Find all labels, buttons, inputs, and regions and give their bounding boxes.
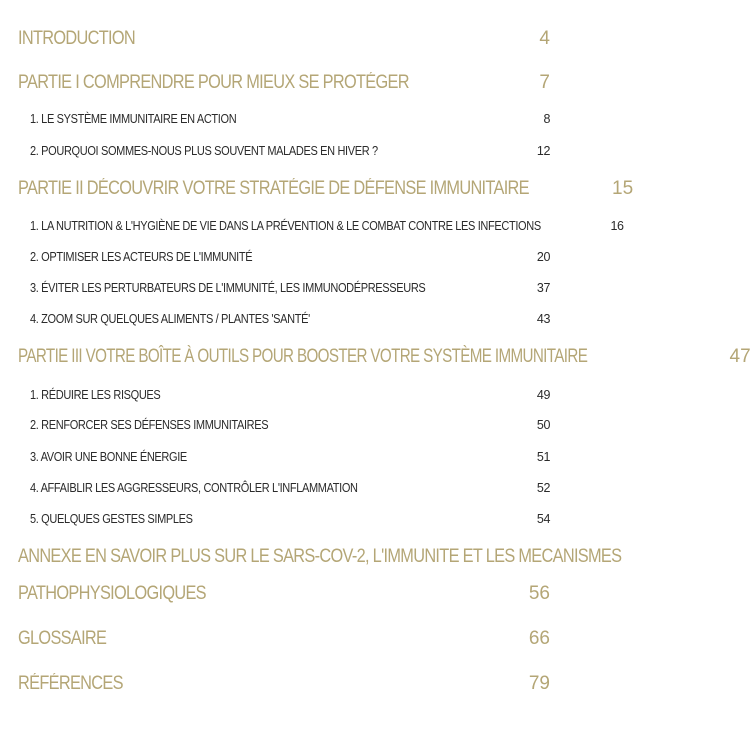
toc-entry-2-3[interactable] [0, 281, 584, 295]
toc-title: PARTIE II DÉCOUVRIR VOTRE STRATÉGIE DE DÉFENSE IMMUNITAIRE [18, 178, 529, 199]
toc-entry-glossaire[interactable] [0, 628, 584, 650]
toc-entry-2-2[interactable] [0, 250, 584, 264]
toc-entry-2-4[interactable] [0, 312, 584, 326]
toc-title: 3. ÉVITER LES PERTURBATEURS DE L'IMMUNITÉ, LES IMMUNODÉPRESSEURS [30, 281, 426, 295]
toc-title: INTRODUCTION [18, 28, 136, 49]
toc-entry-1-2[interactable] [0, 144, 584, 158]
toc-title: 2. OPTIMISER LES ACTEURS DE L'IMMUNITÉ [30, 250, 253, 264]
toc-page-number: 16 [610, 219, 624, 233]
toc-title: 1. LA NUTRITION & L'HYGIÈNE DE VIE DANS LA PRÉVENTION & LE COMBAT CONTRE LES INFECTIONS [30, 219, 541, 233]
toc-page-number: 7 [539, 72, 550, 93]
toc-page-number: 52 [536, 481, 550, 495]
toc-entry-annexe-continued[interactable] [0, 583, 584, 605]
toc-entry-3-3[interactable] [0, 450, 584, 464]
toc-title: 4. ZOOM SUR QUELQUES ALIMENTS / PLANTES 'SANTÉ' [30, 312, 310, 326]
toc-page-number: 49 [536, 388, 550, 402]
toc-entry-partie-1[interactable] [0, 72, 584, 94]
toc-entry-3-1[interactable] [0, 388, 584, 402]
toc-entry-1-1[interactable] [0, 112, 584, 126]
toc-title: 2. RENFORCER SES DÉFENSES IMMUNITAIRES [30, 418, 269, 432]
toc-title: PATHOPHYSIOLOGIQUES [18, 583, 206, 604]
toc-entry-3-5[interactable] [0, 512, 584, 526]
toc-entry-partie-2[interactable] [0, 178, 634, 200]
toc-page-number: 37 [536, 281, 550, 295]
toc-page-number: 4 [539, 28, 550, 49]
toc-page-number: 50 [536, 418, 550, 432]
toc-title: 5. QUELQUES GESTES SIMPLES [30, 512, 193, 526]
toc-page-number: 15 [612, 178, 634, 199]
toc-title: GLOSSAIRE [18, 628, 107, 649]
toc-title: RÉFÉRENCES [18, 673, 123, 694]
toc-entry-references[interactable] [0, 673, 584, 695]
toc-page-number: 66 [528, 628, 550, 649]
toc-title: 1. RÉDUIRE LES RISQUES [30, 388, 161, 402]
toc-title: 4. AFFAIBLIR LES AGGRESSEURS, CONTRÔLER L'INFLAMMATION [30, 481, 358, 495]
toc-page-number: 56 [528, 583, 550, 604]
toc-page-number: 8 [543, 112, 550, 126]
toc-page-number: 51 [536, 450, 550, 464]
toc-title: PARTIE I COMPRENDRE POUR MIEUX SE PROTÉGER [18, 72, 409, 93]
toc-entry-3-4[interactable] [0, 481, 584, 495]
toc-entry-3-2[interactable] [0, 418, 584, 432]
toc-title: 1. LE SYSTÈME IMMUNITAIRE EN ACTION [30, 112, 237, 126]
toc-page-number: 47 [729, 346, 751, 367]
toc-title: PARTIE III VOTRE BOÎTE À OUTILS POUR BOOSTER VOTRE SYSTÈME IMMUNITAIRE [18, 346, 588, 367]
toc-entry-partie-3[interactable] [0, 346, 751, 368]
toc-entry-2-1[interactable] [0, 219, 624, 233]
toc-entry-annexe[interactable] [0, 546, 622, 568]
toc-title: 2. POURQUOI SOMMES-NOUS PLUS SOUVENT MALADES EN HIVER ? [30, 144, 378, 158]
toc-page-number: 20 [536, 250, 550, 264]
toc-entry-introduction[interactable] [0, 28, 584, 50]
toc-page-number: 43 [536, 312, 550, 326]
toc-title: 3. AVOIR UNE BONNE ÉNERGIE [30, 450, 187, 464]
toc-title: ANNEXE EN SAVOIR PLUS SUR LE SARS-COV-2, L'IMMUNITE ET LES MECANISMES [18, 546, 622, 567]
toc-page-number: 54 [536, 512, 550, 526]
toc-page-number: 12 [536, 144, 550, 158]
toc-page-number: 79 [528, 673, 550, 694]
